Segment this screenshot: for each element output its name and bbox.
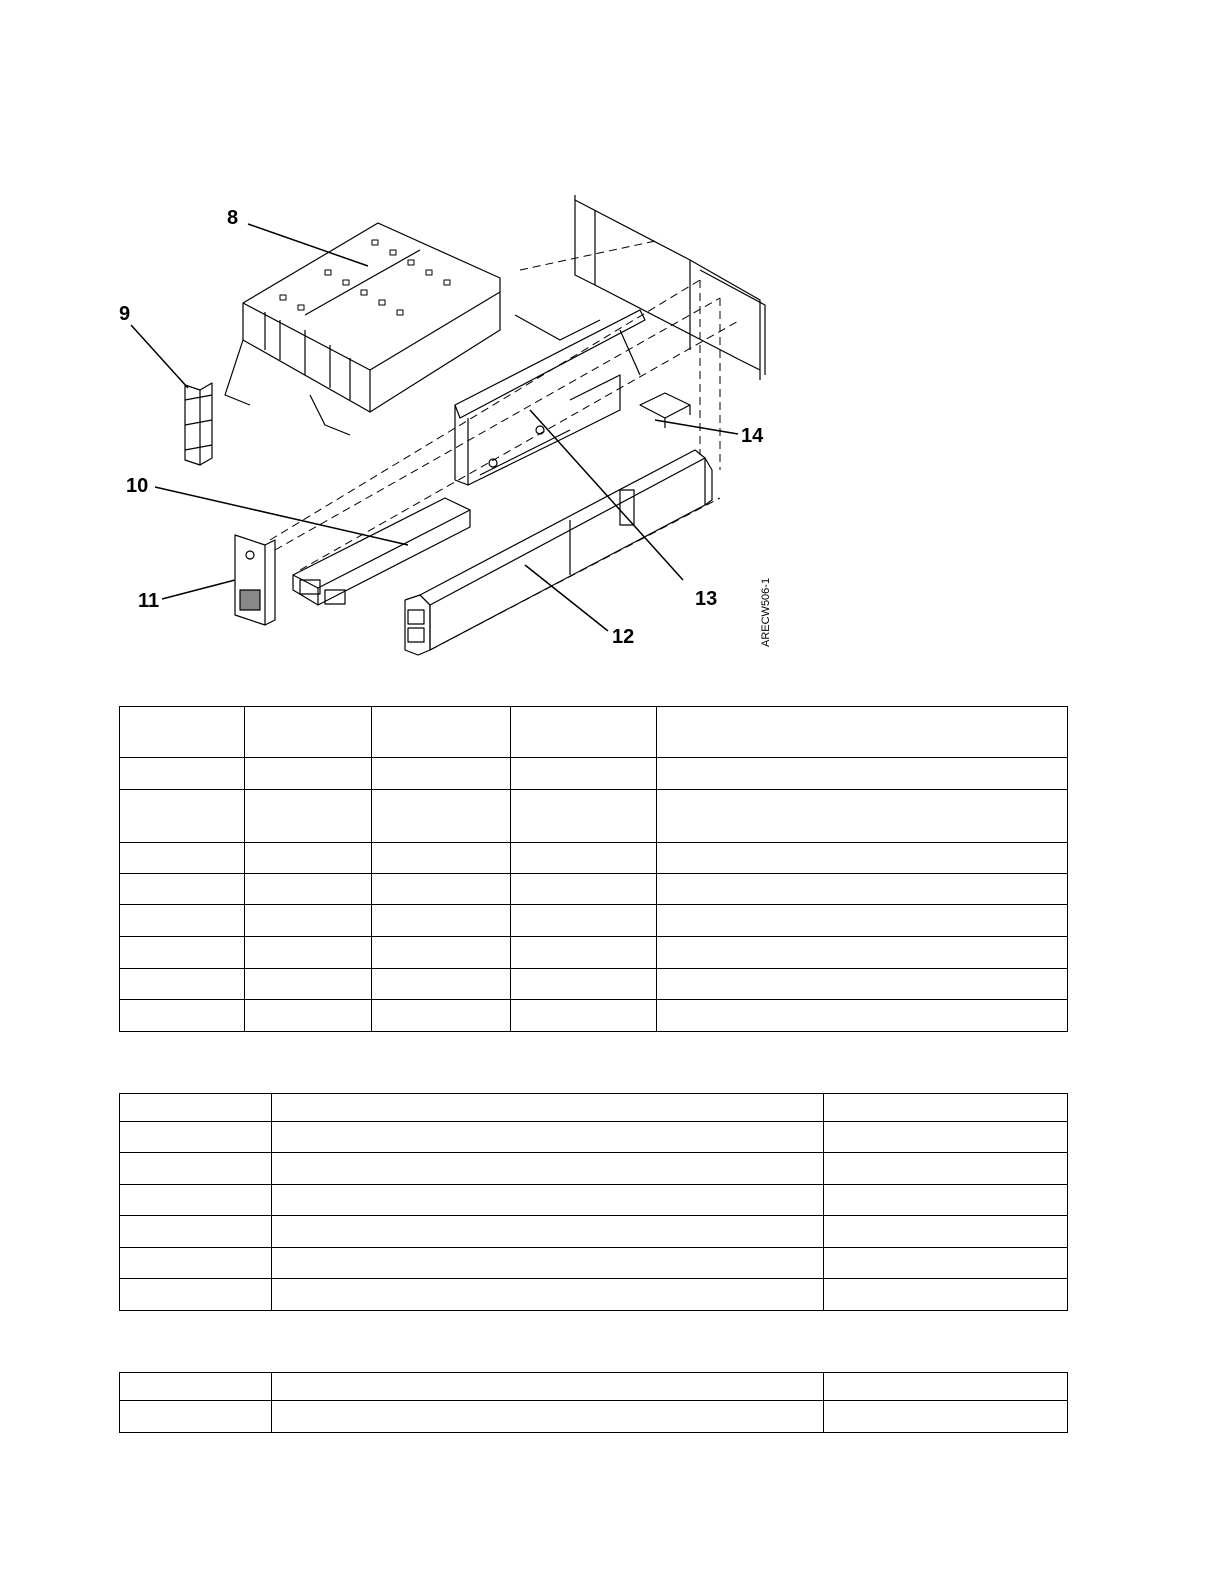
table-row xyxy=(120,790,1068,843)
table-row xyxy=(120,758,1068,790)
callout-9: 9 xyxy=(119,303,131,325)
callout-11: 11 xyxy=(138,590,160,612)
table-row xyxy=(120,874,1068,905)
table-row xyxy=(120,1216,1068,1248)
callout-14: 14 xyxy=(741,425,764,447)
table-row xyxy=(120,1000,1068,1032)
parts-table-3 xyxy=(119,1372,1068,1433)
table-row xyxy=(120,1094,1068,1122)
table-row xyxy=(120,1185,1068,1216)
table-row xyxy=(120,1373,1068,1401)
table-row xyxy=(120,905,1068,937)
part-11-front-panel xyxy=(235,535,275,625)
table-row xyxy=(120,1279,1068,1311)
table-row xyxy=(120,1122,1068,1153)
table-row xyxy=(120,1401,1068,1433)
exploded-assembly-figure xyxy=(100,180,800,670)
part-12-tray xyxy=(405,450,712,655)
table-row xyxy=(120,1248,1068,1279)
table-row xyxy=(120,707,1068,758)
table-row xyxy=(120,843,1068,874)
part-9-bracket xyxy=(185,383,212,465)
table-row xyxy=(120,969,1068,1000)
callout-8: 8 xyxy=(227,207,239,229)
chassis-frame xyxy=(575,195,765,380)
table-row xyxy=(120,937,1068,969)
parts-table-1 xyxy=(119,706,1068,1032)
callout-13: 13 xyxy=(695,588,718,610)
parts-table-2 xyxy=(119,1093,1068,1311)
callout-10: 10 xyxy=(126,475,149,497)
part-14-clip xyxy=(640,393,690,428)
table-row xyxy=(120,1153,1068,1185)
figure-id-label: ARECW506-1 xyxy=(760,577,772,647)
callout-12: 12 xyxy=(612,626,635,648)
